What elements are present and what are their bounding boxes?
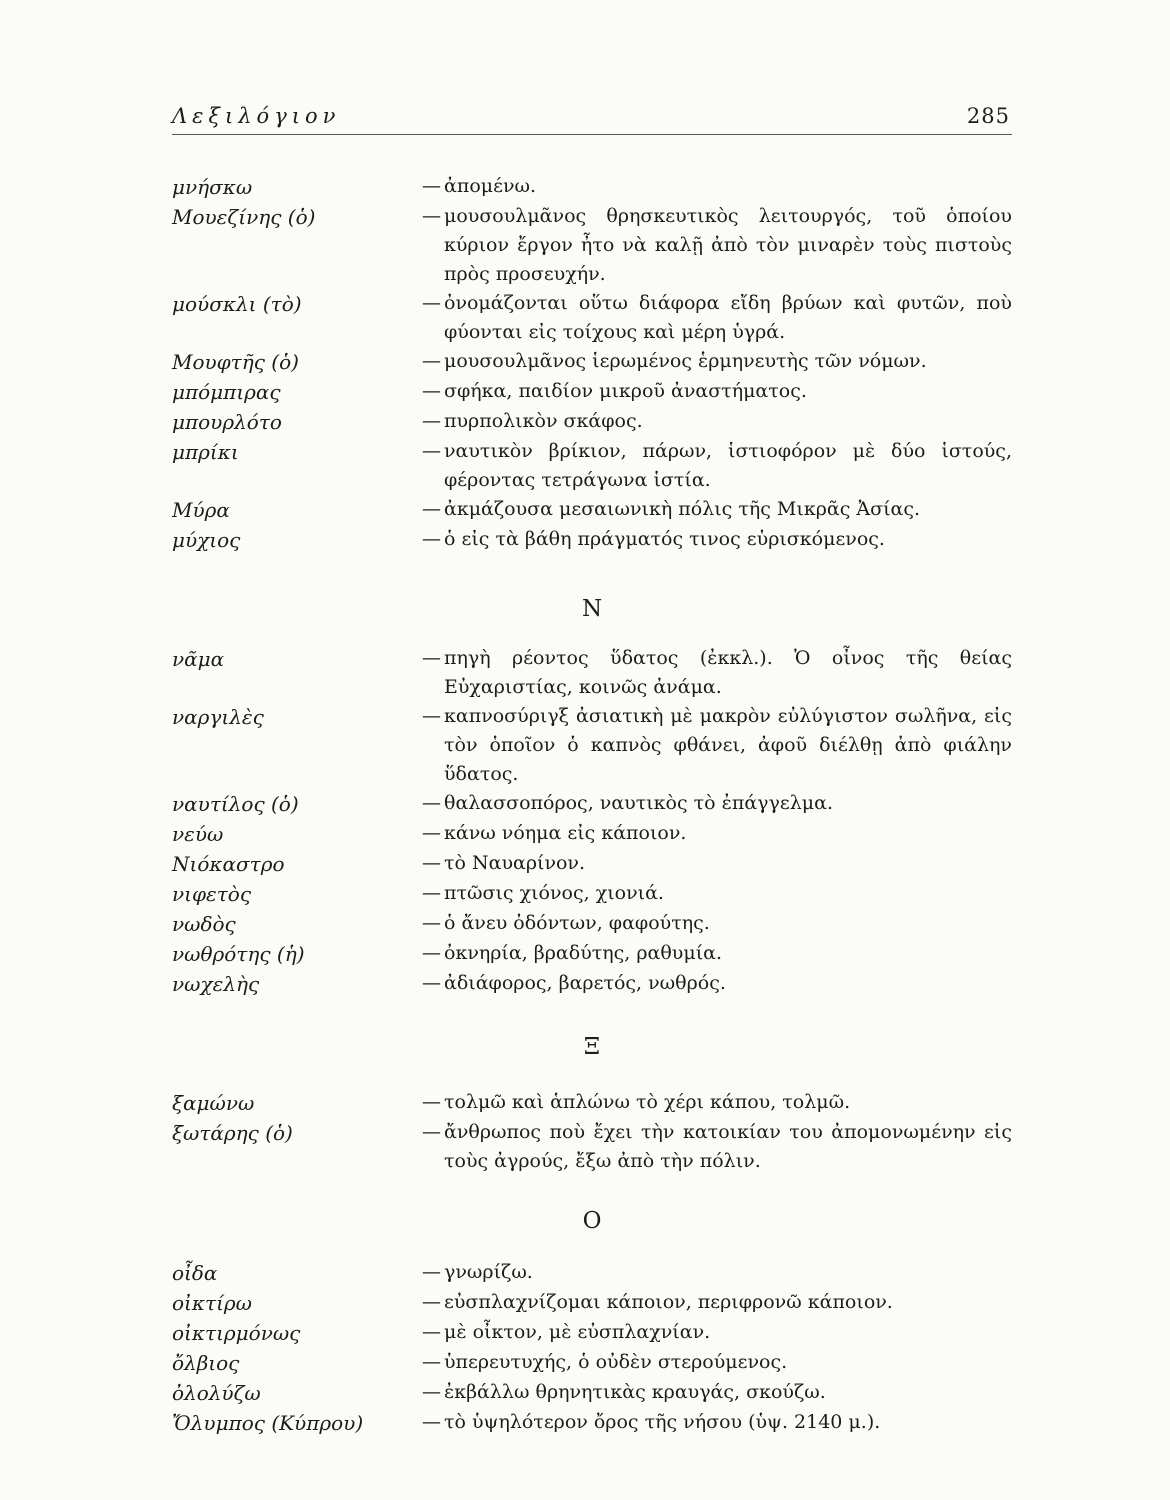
definition-text: ναυτικὸν βρίκιον, πάρων, ἱστιοφόρον μὲ δύο ἱστούς, φέροντας τετράγωνα ἱστία.	[444, 440, 1012, 491]
definition-text: ὀκνηρία, βραδύτης, ραθυμία.	[444, 942, 723, 964]
definition	[422, 1408, 1012, 1437]
definition-text: ἀκμάζουσα μεσαιωνικὴ πόλις τῆς Μικρᾶς Ἀσίας.	[444, 498, 921, 520]
headword: Νιόκαστρο	[172, 852, 285, 876]
em-dash: —	[422, 792, 441, 814]
em-dash: —	[422, 882, 441, 904]
dictionary-entry	[172, 879, 1012, 909]
em-dash: —	[422, 912, 441, 934]
definition	[422, 1348, 1012, 1377]
definition	[422, 849, 1012, 878]
headword: Μουφτῆς (ὁ)	[172, 350, 299, 374]
definition	[422, 819, 1012, 848]
headword: ξωτάρης (ὁ)	[172, 1121, 293, 1145]
definition-text: θαλασσοπόρος, ναυτικὸς τὸ ἐπάγγελμα.	[444, 792, 833, 814]
dictionary-entry	[172, 495, 1012, 525]
dictionary-entry	[172, 407, 1012, 437]
em-dash: —	[422, 822, 441, 844]
dictionary-entry	[172, 1258, 1012, 1288]
em-dash: —	[422, 440, 441, 462]
em-dash: —	[422, 175, 441, 197]
section-m	[172, 172, 1012, 555]
definition-text: πυρπολικὸν σκάφος.	[444, 410, 643, 432]
definition	[422, 437, 1012, 495]
em-dash: —	[422, 205, 441, 227]
headword: μούσκλι (τὸ)	[172, 292, 302, 316]
headword: οἰκτιρμόνως	[172, 1321, 301, 1345]
definition-text: γνωρίζω.	[444, 1261, 533, 1283]
em-dash: —	[422, 1411, 441, 1433]
headword: ὀλολύζω	[172, 1381, 261, 1405]
em-dash: —	[422, 852, 441, 874]
dictionary-entry	[172, 377, 1012, 407]
em-dash: —	[422, 972, 441, 994]
definition	[422, 1378, 1012, 1407]
headword: μπρίκι	[172, 440, 239, 464]
definition-text: εὐσπλαχνίζομαι κάποιον, περιφρονῶ κάποιον.	[444, 1291, 893, 1313]
definition	[422, 879, 1012, 908]
dictionary-entry	[172, 789, 1012, 819]
definition-text: μουσουλμᾶνος θρησκευτικὸς λειτουργός, τοῦ ὁποίου κύριον ἔργον ἦτο νὰ καλῇ ἀπὸ τὸν μιναρὲν τοὺς πιστοὺς πρὸς προσευχήν.	[444, 205, 1012, 285]
dictionary-entry	[172, 202, 1012, 289]
section-o	[172, 1258, 1012, 1438]
entries-list	[172, 1258, 1012, 1438]
em-dash: —	[422, 1381, 441, 1403]
headword: οἶδα	[172, 1261, 218, 1285]
definition-text: τὸ ὑψηλότερον ὄρος τῆς νήσου (ὑψ. 2140 μ.).	[444, 1411, 881, 1433]
dictionary-entry	[172, 347, 1012, 377]
definition-text: τολμῶ καὶ ἁπλώνω τὸ χέρι κάπου, τολμῶ.	[444, 1091, 851, 1113]
em-dash: —	[422, 1351, 441, 1373]
definition	[422, 1258, 1012, 1287]
definition-text: ὁ ἄνευ ὀδόντων, φαφούτης.	[444, 912, 710, 934]
definition	[422, 1318, 1012, 1347]
headword: μύχιος	[172, 528, 241, 552]
definition	[422, 789, 1012, 818]
headword: μνήσκω	[172, 175, 253, 199]
em-dash: —	[422, 1261, 441, 1283]
definition	[422, 909, 1012, 938]
em-dash: —	[422, 528, 441, 550]
page-number: 285	[966, 104, 1010, 128]
dictionary-entry	[172, 819, 1012, 849]
entries-list	[172, 172, 1012, 555]
dictionary-entry	[172, 1288, 1012, 1318]
headword: μπόμπιρας	[172, 380, 281, 404]
dictionary-entry	[172, 1088, 1012, 1118]
definition-text: ἀδιάφορος, βαρετός, νωθρός.	[444, 972, 726, 994]
definition-text: καπνοσύριγξ ἀσιατικὴ μὲ μακρὸν εὐλύγιστον σωλῆνα, εἰς τὸν ὁποῖον ὁ καπνὸς φθάνει, ἀφοῦ διέλθῃ ἀπὸ φιάλην ὕδατος.	[444, 705, 1012, 785]
letter-heading-o: Ο	[582, 1208, 602, 1234]
definition	[422, 377, 1012, 406]
definition-text: ὀνομάζονται οὕτω διάφορα εἴδη βρύων καὶ φυτῶν, ποὺ φύονται εἰς τοίχους καὶ μέρη ὑγρά.	[444, 292, 1012, 343]
headword: ὄλβιος	[172, 1351, 240, 1375]
em-dash: —	[422, 498, 441, 520]
em-dash: —	[422, 1091, 441, 1113]
definition-text: ὑπερευτυχής, ὁ οὐδὲν στερούμενος.	[444, 1351, 788, 1373]
dictionary-entry	[172, 437, 1012, 495]
definition	[422, 1288, 1012, 1317]
definition	[422, 347, 1012, 376]
dictionary-entry	[172, 939, 1012, 969]
definition-text: κάνω νόημα εἰς κάποιον.	[444, 822, 687, 844]
em-dash: —	[422, 1321, 441, 1343]
dictionary-entry	[172, 909, 1012, 939]
definition	[422, 495, 1012, 524]
definition	[422, 407, 1012, 436]
definition	[422, 702, 1012, 789]
headword: ναυτίλος (ὁ)	[172, 792, 299, 816]
headword: νεύω	[172, 822, 224, 846]
definition	[422, 969, 1012, 998]
em-dash: —	[422, 410, 441, 432]
em-dash: —	[422, 647, 441, 669]
definition	[422, 1118, 1012, 1176]
entries-list	[172, 644, 1012, 999]
em-dash: —	[422, 350, 441, 372]
headword: ξαμώνω	[172, 1091, 255, 1115]
headword: νωδὸς	[172, 912, 236, 936]
dictionary-entry	[172, 849, 1012, 879]
em-dash: —	[422, 380, 441, 402]
dictionary-entry	[172, 525, 1012, 555]
letter-heading-xi: Ξ	[583, 1034, 601, 1060]
em-dash: —	[422, 292, 441, 314]
definition	[422, 202, 1012, 289]
dictionary-entry	[172, 969, 1012, 999]
definition-text: σφήκα, παιδίον μικροῦ ἀναστήματος.	[444, 380, 807, 402]
headword: νᾶμα	[172, 647, 225, 671]
headword: οἰκτίρω	[172, 1291, 252, 1315]
headword: νιφετὸς	[172, 882, 252, 906]
dictionary-entry	[172, 702, 1012, 789]
page-header	[172, 100, 1012, 135]
headword: νωθρότης (ἡ)	[172, 942, 305, 966]
dictionary-entry	[172, 1348, 1012, 1378]
section-n	[172, 644, 1012, 999]
definition-text: τὸ Ναυαρίνον.	[444, 852, 586, 874]
running-title: Λεξιλόγιον	[172, 104, 341, 128]
definition-text: μὲ οἶκτον, μὲ εὐσπλαχνίαν.	[444, 1321, 711, 1343]
definition-text: πτῶσις χιόνος, χιονιά.	[444, 882, 664, 904]
definition-text: ὁ εἰς τὰ βάθη πράγματός τινος εὑρισκόμενος.	[444, 528, 885, 550]
dictionary-entry	[172, 289, 1012, 347]
definition	[422, 525, 1012, 554]
em-dash: —	[422, 705, 441, 727]
definition	[422, 289, 1012, 347]
headword: Ὄλυμπος (Κύπρου)	[172, 1411, 364, 1435]
dictionary-entry	[172, 1318, 1012, 1348]
definition-text: ἐκβάλλω θρηνητικὰς κραυγάς, σκούζω.	[444, 1381, 826, 1403]
definition-text: ἀπομένω.	[444, 175, 537, 197]
definition	[422, 172, 1012, 201]
em-dash: —	[422, 942, 441, 964]
headword: μπουρλότο	[172, 410, 282, 434]
definition-text: μουσουλμᾶνος ἱερωμένος ἑρμηνευτὴς τῶν νόμων.	[444, 350, 927, 372]
entries-list	[172, 1088, 1012, 1176]
headword: Μουεζίνης (ὁ)	[172, 205, 316, 229]
dictionary-entry	[172, 172, 1012, 202]
headword: νωχελὴς	[172, 972, 260, 996]
definition	[422, 644, 1012, 702]
dictionary-entry	[172, 1118, 1012, 1176]
headword: Μύρα	[172, 498, 230, 522]
section-xi	[172, 1088, 1012, 1176]
em-dash: —	[422, 1291, 441, 1313]
headword: ναργιλὲς	[172, 705, 264, 729]
definition-text: πηγὴ ρέοντος ὕδατος (ἐκκλ.). Ὁ οἶνος τῆς θείας Εὐχαριστίας, κοινῶς ἀνάμα.	[444, 647, 1012, 698]
dictionary-entry	[172, 1408, 1012, 1438]
letter-heading-n: Ν	[581, 596, 603, 622]
dictionary-entry	[172, 1378, 1012, 1408]
em-dash: —	[422, 1121, 441, 1143]
definition	[422, 1088, 1012, 1117]
dictionary-entry	[172, 644, 1012, 702]
definition	[422, 939, 1012, 968]
definition-text: ἄνθρωπος ποὺ ἔχει τὴν κατοικίαν του ἀπομονωμένην εἰς τοὺς ἀγρούς, ἔξω ἀπὸ τὴν πόλιν.	[444, 1121, 1012, 1172]
